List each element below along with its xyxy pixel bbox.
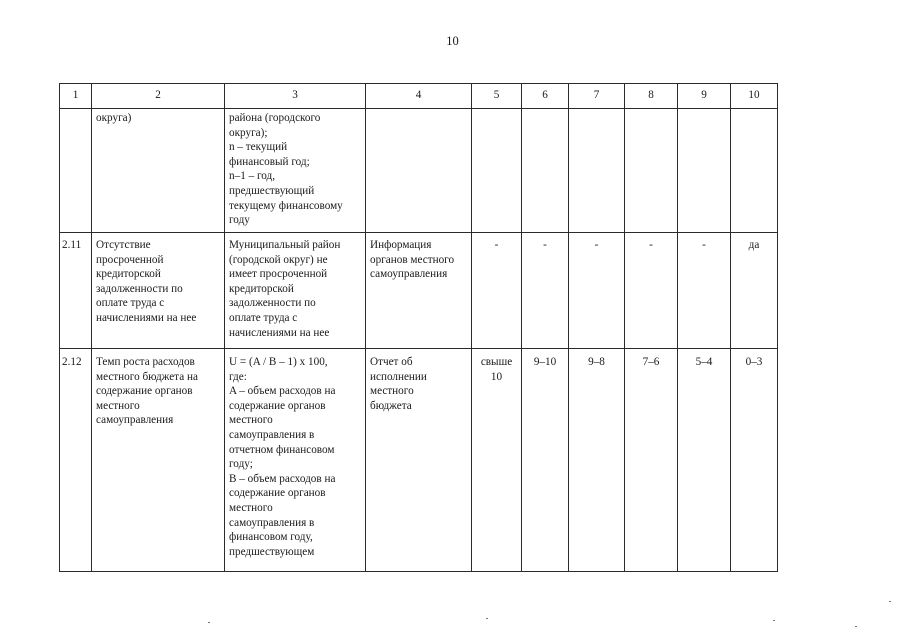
text-line: предшествующем bbox=[229, 545, 315, 558]
text-line: (городской округ) не bbox=[229, 253, 328, 266]
indicator-name bbox=[92, 349, 225, 572]
score-col-9: 5–4 bbox=[678, 349, 731, 572]
col-header-10: 10 bbox=[731, 84, 778, 109]
text-line: оплате труда с bbox=[229, 311, 298, 324]
text-line: свыше bbox=[480, 356, 513, 368]
calculation-method bbox=[225, 349, 366, 572]
text-line: начислениями на нее bbox=[229, 326, 330, 339]
data-source bbox=[366, 349, 472, 572]
col-header-8: 8 bbox=[625, 84, 678, 109]
text-line: местного bbox=[229, 414, 273, 427]
text-line: предшествующий bbox=[229, 184, 315, 197]
text-line: n–1 – год, bbox=[229, 170, 276, 183]
col-header-7: 7 bbox=[569, 84, 625, 109]
text-line: кредиторской bbox=[229, 282, 294, 295]
scan-speck bbox=[208, 622, 210, 623]
text-line: отчетном финансовом bbox=[229, 443, 335, 456]
col-header-3: 3 bbox=[225, 84, 366, 109]
text-line: самоуправления в bbox=[229, 516, 315, 529]
page-number: 10 bbox=[446, 34, 459, 48]
data-source bbox=[366, 109, 472, 233]
scan-speck bbox=[855, 626, 857, 627]
table-row bbox=[60, 349, 778, 572]
table-row bbox=[60, 109, 778, 233]
text-line: B – объем расходов на bbox=[229, 472, 336, 485]
score-col-8: - bbox=[625, 233, 678, 349]
data-source bbox=[366, 233, 472, 349]
text-line: района (городского bbox=[229, 112, 321, 124]
text-line: органов местного bbox=[370, 253, 455, 266]
text-line: 10 bbox=[490, 370, 503, 383]
text-line: просроченной bbox=[96, 253, 164, 266]
scan-speck bbox=[889, 601, 891, 602]
score-col-8: 7–6 bbox=[625, 349, 678, 572]
text-line: Информация bbox=[370, 239, 432, 251]
text-line: оплате труда с bbox=[96, 297, 165, 310]
text-line: где: bbox=[229, 370, 247, 383]
score-col-5 bbox=[472, 349, 522, 572]
score-col-10: 0–3 bbox=[731, 349, 778, 572]
text-line: - bbox=[494, 239, 499, 251]
score-col-6: - bbox=[522, 233, 569, 349]
text-line: Муниципальный район bbox=[229, 239, 341, 251]
text-line: начислениями на нее bbox=[96, 311, 197, 324]
text-line: U = (A / B – 1) x 100, bbox=[229, 356, 328, 368]
score-col-7: - bbox=[569, 233, 625, 349]
text-line: самоуправления bbox=[370, 268, 448, 281]
score-col-7 bbox=[569, 109, 625, 233]
text-line: Отсутствие bbox=[96, 239, 151, 251]
col-header-1: 1 bbox=[60, 84, 92, 109]
text-line: Отчет об bbox=[370, 356, 413, 368]
score-col-6 bbox=[522, 109, 569, 233]
text-line: округа); bbox=[229, 126, 268, 139]
text-line: бюджета bbox=[370, 399, 412, 412]
row-number: 2.12 bbox=[60, 349, 92, 572]
indicator-name bbox=[92, 109, 225, 233]
table-row bbox=[60, 233, 778, 349]
col-header-5: 5 bbox=[472, 84, 522, 109]
text-line: финансовом году, bbox=[229, 531, 313, 544]
text-line: исполнении bbox=[370, 370, 427, 383]
text-line: имеет просроченной bbox=[229, 268, 328, 281]
row-number: 2.11 bbox=[60, 233, 92, 349]
score-col-9 bbox=[678, 109, 731, 233]
text-line: кредиторской bbox=[96, 268, 161, 281]
scan-speck bbox=[773, 620, 775, 621]
col-header-4: 4 bbox=[366, 84, 472, 109]
text-line: самоуправления bbox=[96, 414, 174, 427]
score-col-6: 9–10 bbox=[522, 349, 569, 572]
text-line: текущему финансовому bbox=[229, 199, 343, 212]
text-line: финансовый год; bbox=[229, 155, 310, 168]
score-col-8 bbox=[625, 109, 678, 233]
calculation-method bbox=[225, 233, 366, 349]
score-col-7: 9–8 bbox=[569, 349, 625, 572]
text-line: округа) bbox=[96, 112, 132, 124]
criteria-table bbox=[59, 83, 778, 572]
indicator-name bbox=[92, 233, 225, 349]
text-line: местного bbox=[96, 399, 140, 412]
text-line: задолженности по bbox=[96, 282, 183, 295]
col-header-6: 6 bbox=[522, 84, 569, 109]
text-line: содержание органов bbox=[229, 487, 326, 500]
col-header-2: 2 bbox=[92, 84, 225, 109]
text-line: году bbox=[229, 214, 250, 227]
text-line: году; bbox=[229, 458, 253, 471]
text-line: самоуправления в bbox=[229, 428, 315, 441]
text-line: местного бюджета на bbox=[96, 370, 198, 383]
score-col-10: да bbox=[731, 233, 778, 349]
text-line: местного bbox=[370, 385, 414, 398]
scan-speck bbox=[486, 618, 488, 619]
text-line: содержание органов bbox=[229, 399, 326, 412]
col-header-9: 9 bbox=[678, 84, 731, 109]
calculation-method bbox=[225, 109, 366, 233]
text-line: Темп роста расходов bbox=[96, 356, 195, 368]
header-row bbox=[60, 84, 778, 109]
text-line: n – текущий bbox=[229, 141, 288, 154]
score-col-9: - bbox=[678, 233, 731, 349]
text-line: A – объем расходов на bbox=[229, 385, 336, 398]
text-line: местного bbox=[229, 501, 273, 514]
text-line: содержание органов bbox=[96, 385, 193, 398]
text-line: задолженности по bbox=[229, 297, 316, 310]
score-col-5 bbox=[472, 233, 522, 349]
score-col-10 bbox=[731, 109, 778, 233]
row-number bbox=[60, 109, 92, 233]
score-col-5 bbox=[472, 109, 522, 233]
